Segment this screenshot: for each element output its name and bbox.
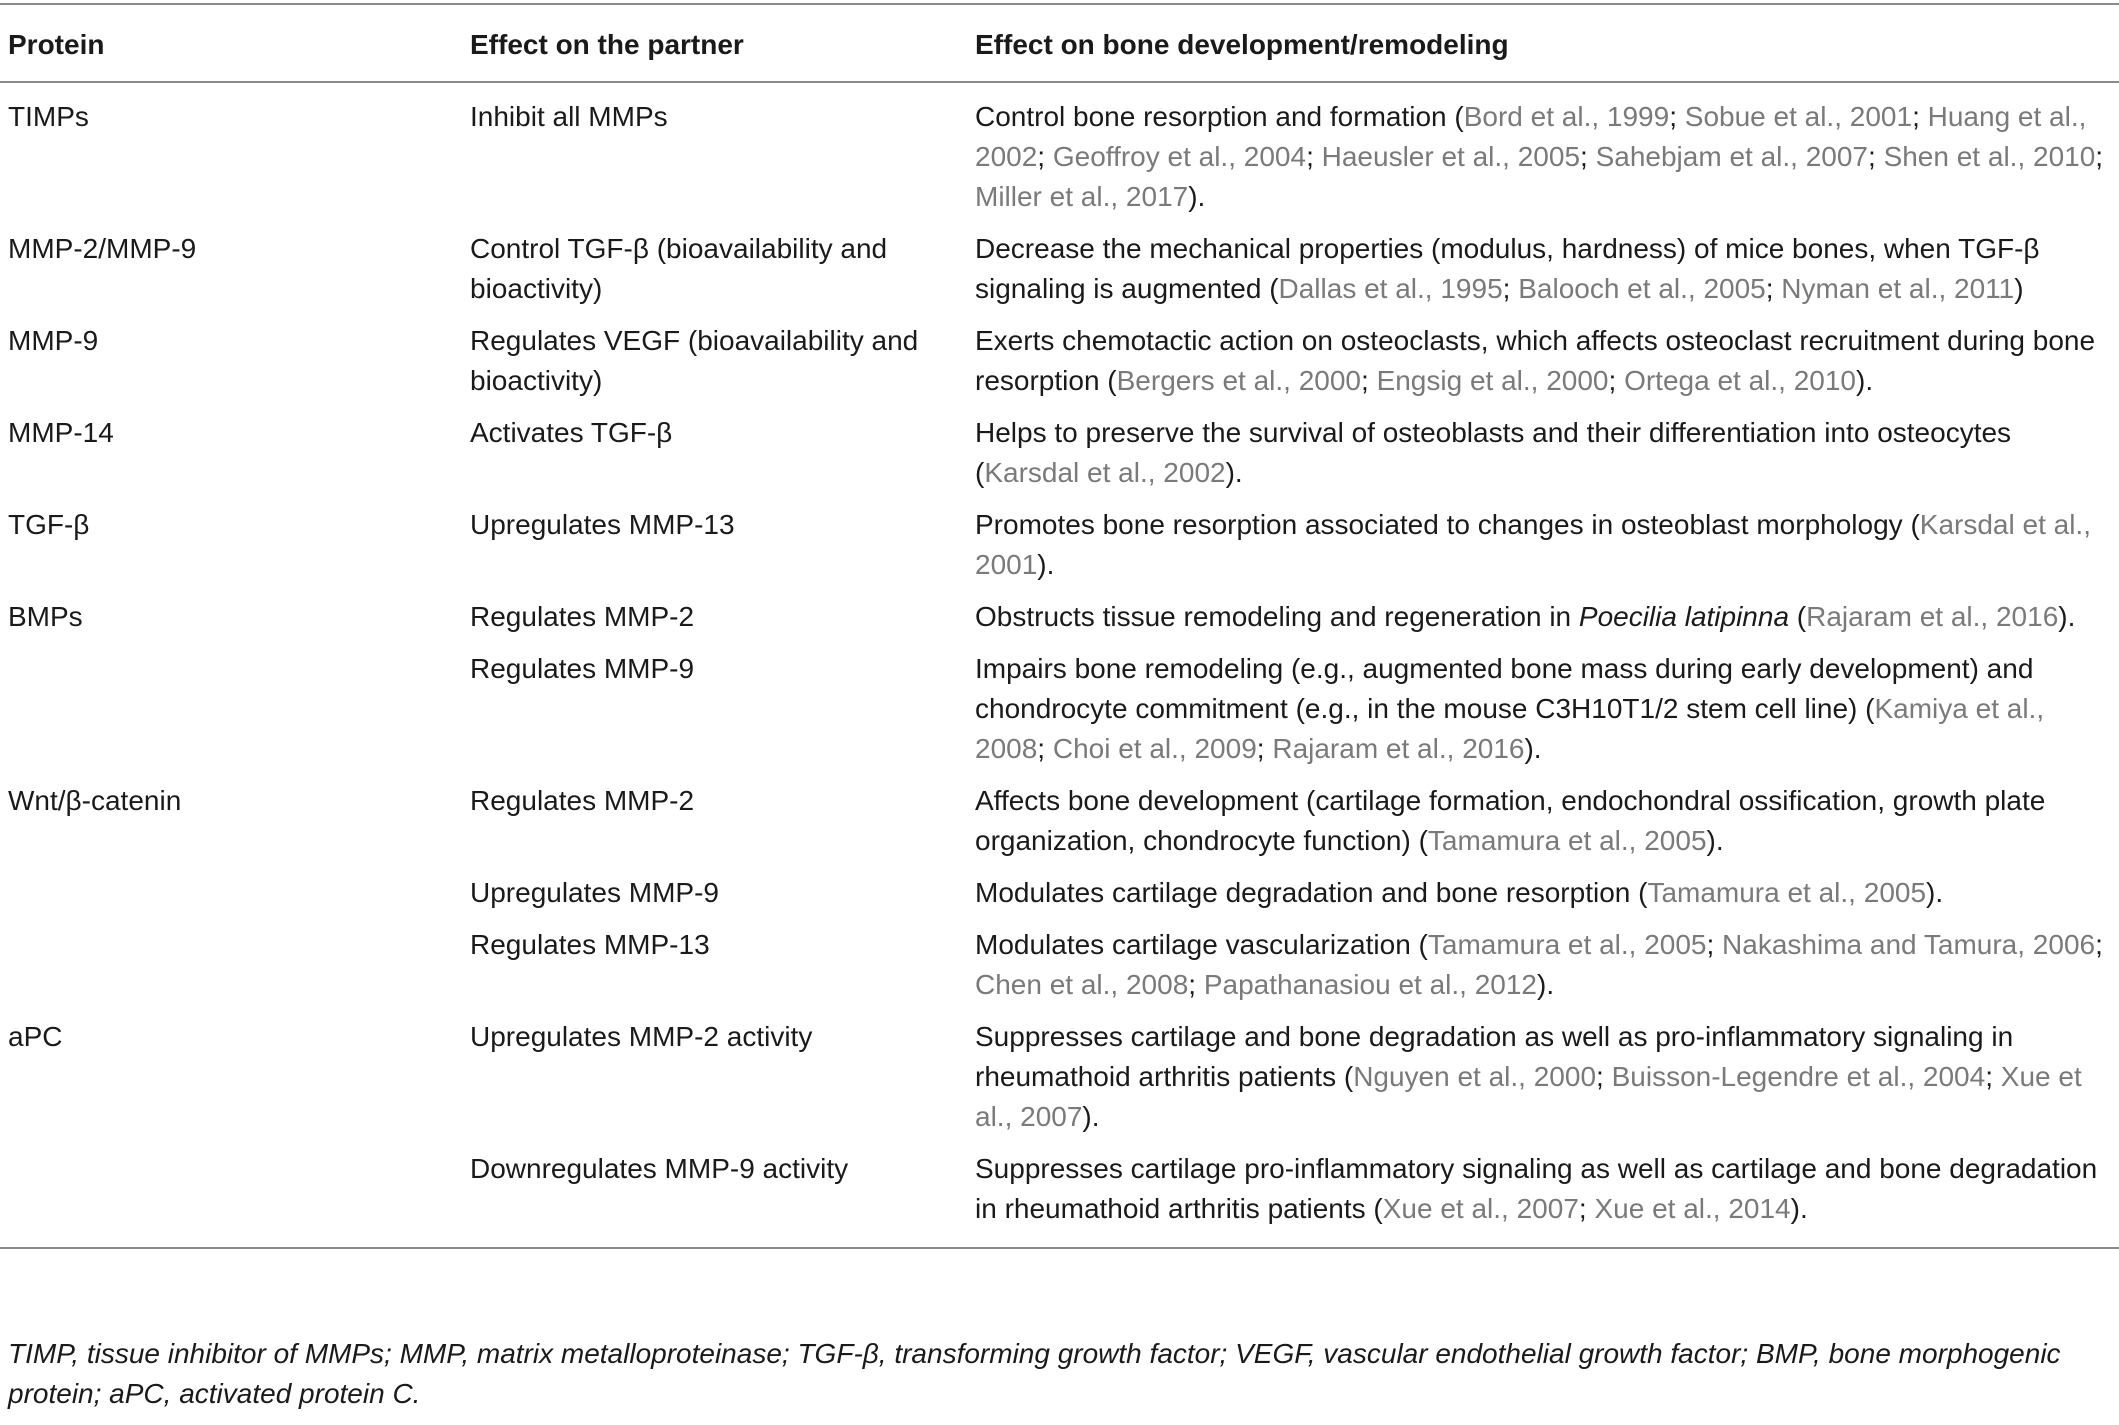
table-header [0,4,2119,82]
cell-effect-on-partner: Regulates MMP-13 [470,929,710,960]
effect-text: ) [2014,273,2024,304]
reference-citation: Rajaram et al., 2016 [1272,733,1525,764]
effect-text: ; [1596,1061,1612,1092]
cell-effect-on-bone [967,593,2119,645]
effect-text: ; [1502,273,1519,304]
cell-effect-on-partner: Upregulates MMP-2 activity [470,1021,813,1052]
table-row [0,501,2119,593]
effect-text: ; [1580,141,1596,172]
effect-text: ; [1868,141,1884,172]
effect-text: Helps to preserve the survival of osteoblasts and their differentiation into osteocytes ( [975,417,2012,488]
effect-text: ; [1669,101,1685,132]
header-protein: Protein [8,29,105,60]
effect-text: ; [2095,141,2104,172]
reference-citation: Ortega et al., 2010 [1624,365,1857,396]
reference-citation: Sahebjam et al., 2007 [1595,141,1868,172]
effect-text: ; [1578,1193,1595,1224]
effect-text: Impairs bone remodeling (e.g., augmented bone mass during early development) and chondrocyte commitment (e.g., in the mouse C3H10T1/2 stem cell line) ( [975,653,2034,724]
reference-citation: Shen et al., 2010 [1883,141,2096,172]
reference-citation: Nyman et al., 2011 [1781,273,2015,304]
table-row [0,645,2119,777]
effect-text: Obstructs tissue remodeling and regeneration in [975,601,1579,632]
reference-citation: Geoffroy et al., 2004 [1052,141,1307,172]
effect-text: ; [1256,733,1273,764]
effect-text: Decrease the mechanical properties (modulus, hardness) of mice bones, when TGF-β signaling is augmented ( [975,233,2040,304]
cell-effect-on-bone [967,1013,2119,1145]
cell-protein [0,869,462,921]
table-row [0,593,2119,645]
effect-text: ). [1188,181,1206,212]
effect-text: ( [1789,601,1807,632]
cell-effect-on-partner: Upregulates MMP-13 [470,509,735,540]
cell-effect-on-partner: Regulates VEGF (bioavailability and bioactivity) [470,325,919,396]
effect-text: ; [1912,101,1928,132]
cell-effect-on-bone [967,501,2119,593]
effect-text: ; [2095,929,2103,960]
cell-protein: MMP-9 [8,325,99,356]
effect-text: ; [1706,929,1723,960]
effect-text: ; [1985,1061,2001,1092]
cell-protein [0,921,462,1013]
effect-text: Suppresses cartilage pro-inflammatory signaling as well as cartilage and bone degradation in rheumathoid arthritis patients ( [975,1153,2098,1224]
reference-citation: Engsig et al., 2000 [1376,365,1609,396]
table-row [0,82,2119,225]
cell-protein: BMPs [8,601,83,632]
effect-text: ; [1608,365,1625,396]
effect-text: ; [1306,141,1322,172]
reference-citation: Choi et al., 2009 [1052,733,1257,764]
effect-text: ; [1361,365,1377,396]
header-effect-on-bone: Effect on bone development/remodeling [975,29,1509,60]
reference-citation: Nguyen et al., 2000 [1353,1061,1597,1092]
reference-citation: Kamiya et al., 2008 [975,693,2045,764]
effect-text: ). [1856,365,1874,396]
cell-protein: MMP-2/MMP-9 [8,233,197,264]
table-row [0,921,2119,1013]
effect-text: ). [1082,1101,1100,1132]
effect-text: ; [1037,733,1053,764]
table-body [0,82,2119,1248]
cell-effect-on-partner: Downregulates MMP-9 activity [470,1153,849,1184]
effect-text: ). [1225,457,1243,488]
cell-effect-on-bone [967,317,2119,409]
reference-citation: Tamamura et al., 2005 [1647,877,1927,908]
table-row [0,869,2119,921]
cell-effect-on-partner: Activates TGF-β [470,417,673,448]
reference-citation: Karsdal et al., 2002 [984,457,1226,488]
reference-citation: Chen et al., 2008 [975,969,1189,1000]
cell-effect-on-partner: Regulates MMP-2 [470,601,695,632]
cell-protein: Wnt/β-catenin [8,785,182,816]
species-name: Poecilia latipinna [1578,601,1790,632]
table-row [0,409,2119,501]
table-row [0,1013,2119,1145]
reference-citation: Tamamura et al., 2005 [1427,929,1707,960]
cell-effect-on-partner: Inhibit all MMPs [470,101,668,132]
table-row [0,225,2119,317]
reference-citation: Bergers et al., 2000 [1116,365,1361,396]
cell-protein: TGF-β [8,509,90,540]
reference-citation: Rajaram et al., 2016 [1806,601,2059,632]
table-row [0,1145,2119,1248]
effect-text: Suppresses cartilage and bone degradation as well as pro-inflammatory signaling in rheumathoid arthritis patients ( [975,1021,2014,1092]
data-table [0,3,2119,1249]
cell-effect-on-partner: Regulates MMP-9 [470,653,695,684]
table-footnote: TIMP, tissue inhibitor of MMPs; MMP, matrix metalloproteinase; TGF-β, transforming growth factor; VEGF, vascular endothelial growth factor; BMP, bone morphogenic protein; aPC, activated protein C. [8,1338,2061,1409]
cell-protein [0,645,462,777]
reference-citation: Haeusler et al., 2005 [1321,141,1581,172]
effect-text: Modulates cartilage degradation and bone resorption ( [975,877,1648,908]
effect-text: ). [1790,1193,1808,1224]
reference-citation: Miller et al., 2017 [975,181,1189,212]
effect-text: ; [1188,969,1204,1000]
cell-effect-on-bone [967,869,2119,921]
effect-text: ). [1537,969,1555,1000]
cell-protein: aPC [8,1021,63,1052]
effect-text: Control bone resorption and formation ( [975,101,1464,132]
reference-citation: Buisson-Legendre et al., 2004 [1611,1061,1986,1092]
cell-effect-on-bone [967,1145,2119,1248]
header-effect-on-partner: Effect on the partner [470,29,744,60]
reference-citation: Sobue et al., 2001 [1684,101,1913,132]
reference-citation: Dallas et al., 1995 [1278,273,1503,304]
cell-effect-on-partner: Control TGF-β (bioavailability and bioactivity) [470,233,888,304]
cell-effect-on-bone [967,777,2119,869]
cell-effect-on-bone [967,645,2119,777]
effect-text: ; [1765,273,1782,304]
effect-text: Promotes bone resorption associated to changes in osteoblast morphology ( [975,509,1920,540]
effect-text: ). [2058,601,2076,632]
effect-text: Exerts chemotactic action on osteoclasts, which affects osteoclast recruitment during bone resorption ( [975,325,2096,396]
effect-text: Modulates cartilage vascularization ( [975,929,1428,960]
effect-text: ). [1706,825,1724,856]
header-row [0,4,2119,82]
cell-effect-on-bone [967,921,2119,1013]
reference-citation: Nakashima and Tamura, 2006 [1722,929,2096,960]
reference-citation: Xue et al., 2007 [975,1061,2082,1132]
table-row [0,777,2119,869]
effect-text: ). [1037,549,1055,580]
effect-text: Affects bone development (cartilage formation, endochondral ossification, growth plate organization, chondrocyte function) ( [975,785,2046,856]
cell-effect-on-partner: Upregulates MMP-9 [470,877,719,908]
table-row [0,317,2119,409]
cell-protein: TIMPs [8,101,89,132]
reference-citation: Huang et al., 2002 [975,101,2087,172]
cell-protein: MMP-14 [8,417,114,448]
reference-citation: Karsdal et al., 2001 [975,509,2091,580]
cell-effect-on-bone [967,82,2119,225]
cell-protein [0,1145,462,1248]
reference-citation: Papathanasiou et al., 2012 [1203,969,1537,1000]
reference-citation: Balooch et al., 2005 [1518,273,1766,304]
effect-text: ). [1926,877,1944,908]
effect-text: ). [1524,733,1542,764]
reference-citation: Xue et al., 2007 [1382,1193,1579,1224]
cell-effect-on-bone [967,409,2119,501]
effect-text: ; [1037,141,1053,172]
cell-effect-on-partner: Regulates MMP-2 [470,785,695,816]
reference-citation: Xue et al., 2014 [1594,1193,1791,1224]
reference-citation: Tamamura et al., 2005 [1427,825,1707,856]
cell-effect-on-bone [967,225,2119,317]
reference-citation: Bord et al., 1999 [1463,101,1670,132]
